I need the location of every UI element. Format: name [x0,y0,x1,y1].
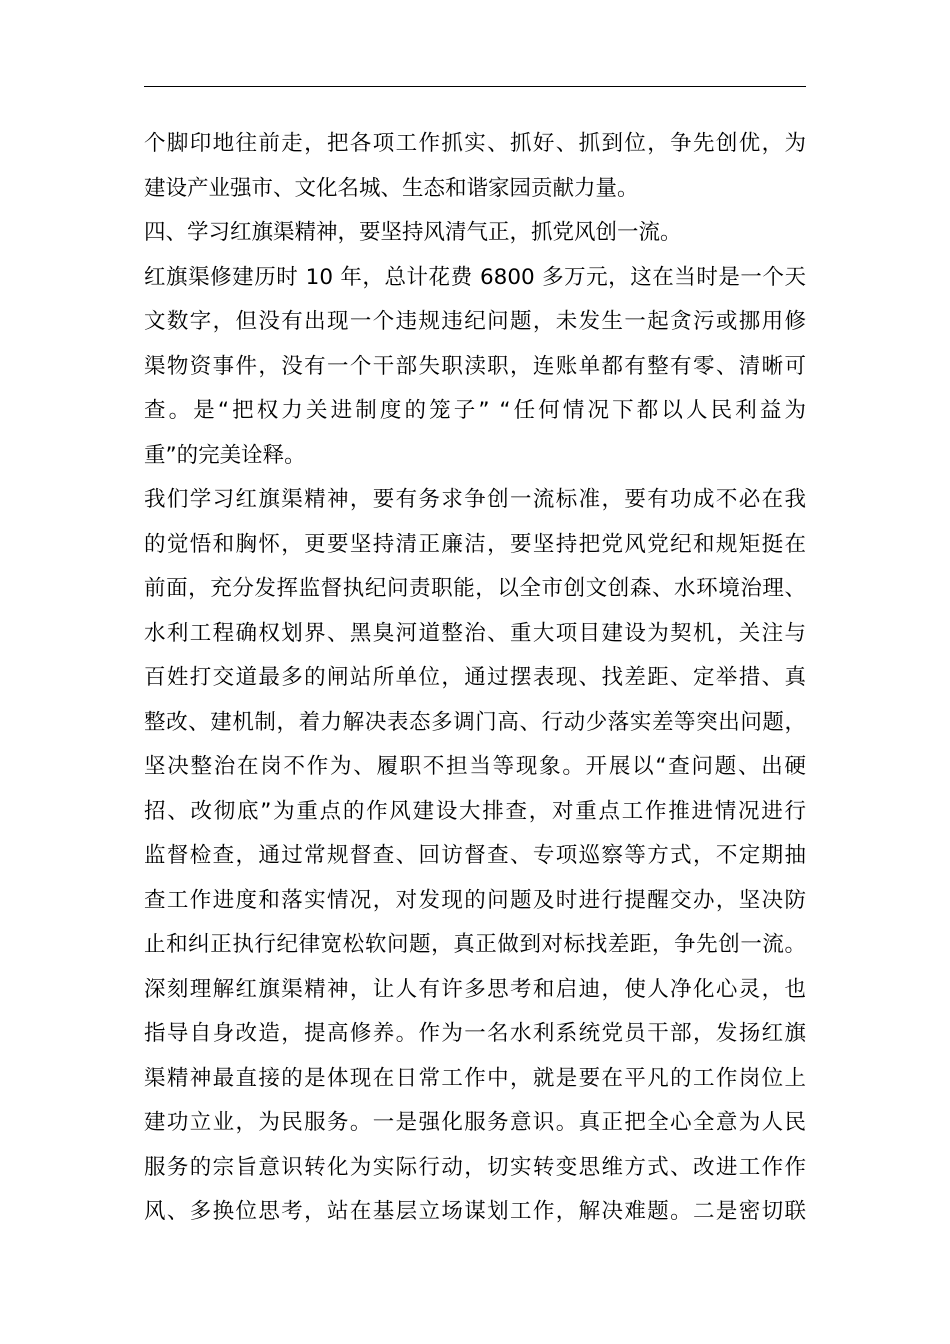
text-line: 渠物资事件，没有一个干部失职渎职，连账单都有整有零、清晰可 [144,353,806,379]
text-line: 我们学习红旗渠精神，要有务求争创一流标准，要有功成不必在我 [144,487,806,512]
text-line: 重”的完美诠释。 [144,442,306,468]
text-line: 监督检查，通过常规督查、回访督查、专项巡察等方式，不定期抽 [144,843,806,868]
text-line: 服务的宗旨意识转化为实际行动，切实转变思维方式、改进工作作 [144,1154,806,1180]
text-line: 深刻理解红旗渠精神，让人有许多思考和启迪，使人净化心灵，也 [144,976,806,1002]
text-line: 四、学习红旗渠精神，要坚持风清气正，抓党风创一流。 [144,220,682,245]
text-line: 坚决整治在岗不作为、履职不担当等现象。开展以“查问题、出硬 [144,754,806,779]
text-line: 百姓打交道最多的闸站所单位，通过摆表现、找差距、定举措、真 [144,665,806,690]
text-line: 红旗渠修建历时 10 年，总计花费 6800 多万元，这在当时是一个天 [144,264,806,290]
header-rule [144,86,806,87]
text-line: 风、多换位思考，站在基层立场谋划工作，解决难题。二是密切联 [144,1199,806,1224]
text-line: 建设产业强市、文化名城、生态和谐家园贡献力量。 [144,175,639,201]
text-line: 建功立业，为民服务。一是强化服务意识。真正把全心全意为人民 [144,1110,806,1135]
text-line: 查。是“把权力关进制度的笼子” “任何情况下都以人民利益为 [144,398,806,423]
text-line: 的觉悟和胸怀，更要坚持清正廉洁，要坚持把党风党纪和规矩挺在 [144,531,806,557]
text-line: 止和纠正执行纪律宽松软问题，真正做到对标找差距，争先创一流。 [144,932,806,957]
text-line: 整改、建机制，着力解决表态多调门高、行动少落实差等突出问题， [144,709,806,735]
text-line: 个脚印地往前走，把各项工作抓实、抓好、抓到位，争先创优，为 [144,131,806,156]
text-line: 渠精神最直接的是体现在日常工作中，就是要在平凡的工作岗位上 [144,1065,806,1091]
text-line: 指导自身改造，提高修养。作为一名水利系统党员干部，发扬红旗 [144,1021,806,1046]
body-text [144,122,806,1235]
text-line: 前面，充分发挥监督执纪问责职能，以全市创文创森、水环境治理、 [144,576,806,601]
text-line: 查工作进度和落实情况，对发现的问题及时进行提醒交办，坚决防 [144,887,806,913]
text-line: 招、改彻底”为重点的作风建设大排查，对重点工作推进情况进行 [144,798,806,824]
text-line: 文数字，但没有出现一个违规违纪问题，未发生一起贪污或挪用修 [144,309,806,334]
text-line: 水利工程确权划界、黑臭河道整治、重大项目建设为契机，关注与 [144,620,806,646]
